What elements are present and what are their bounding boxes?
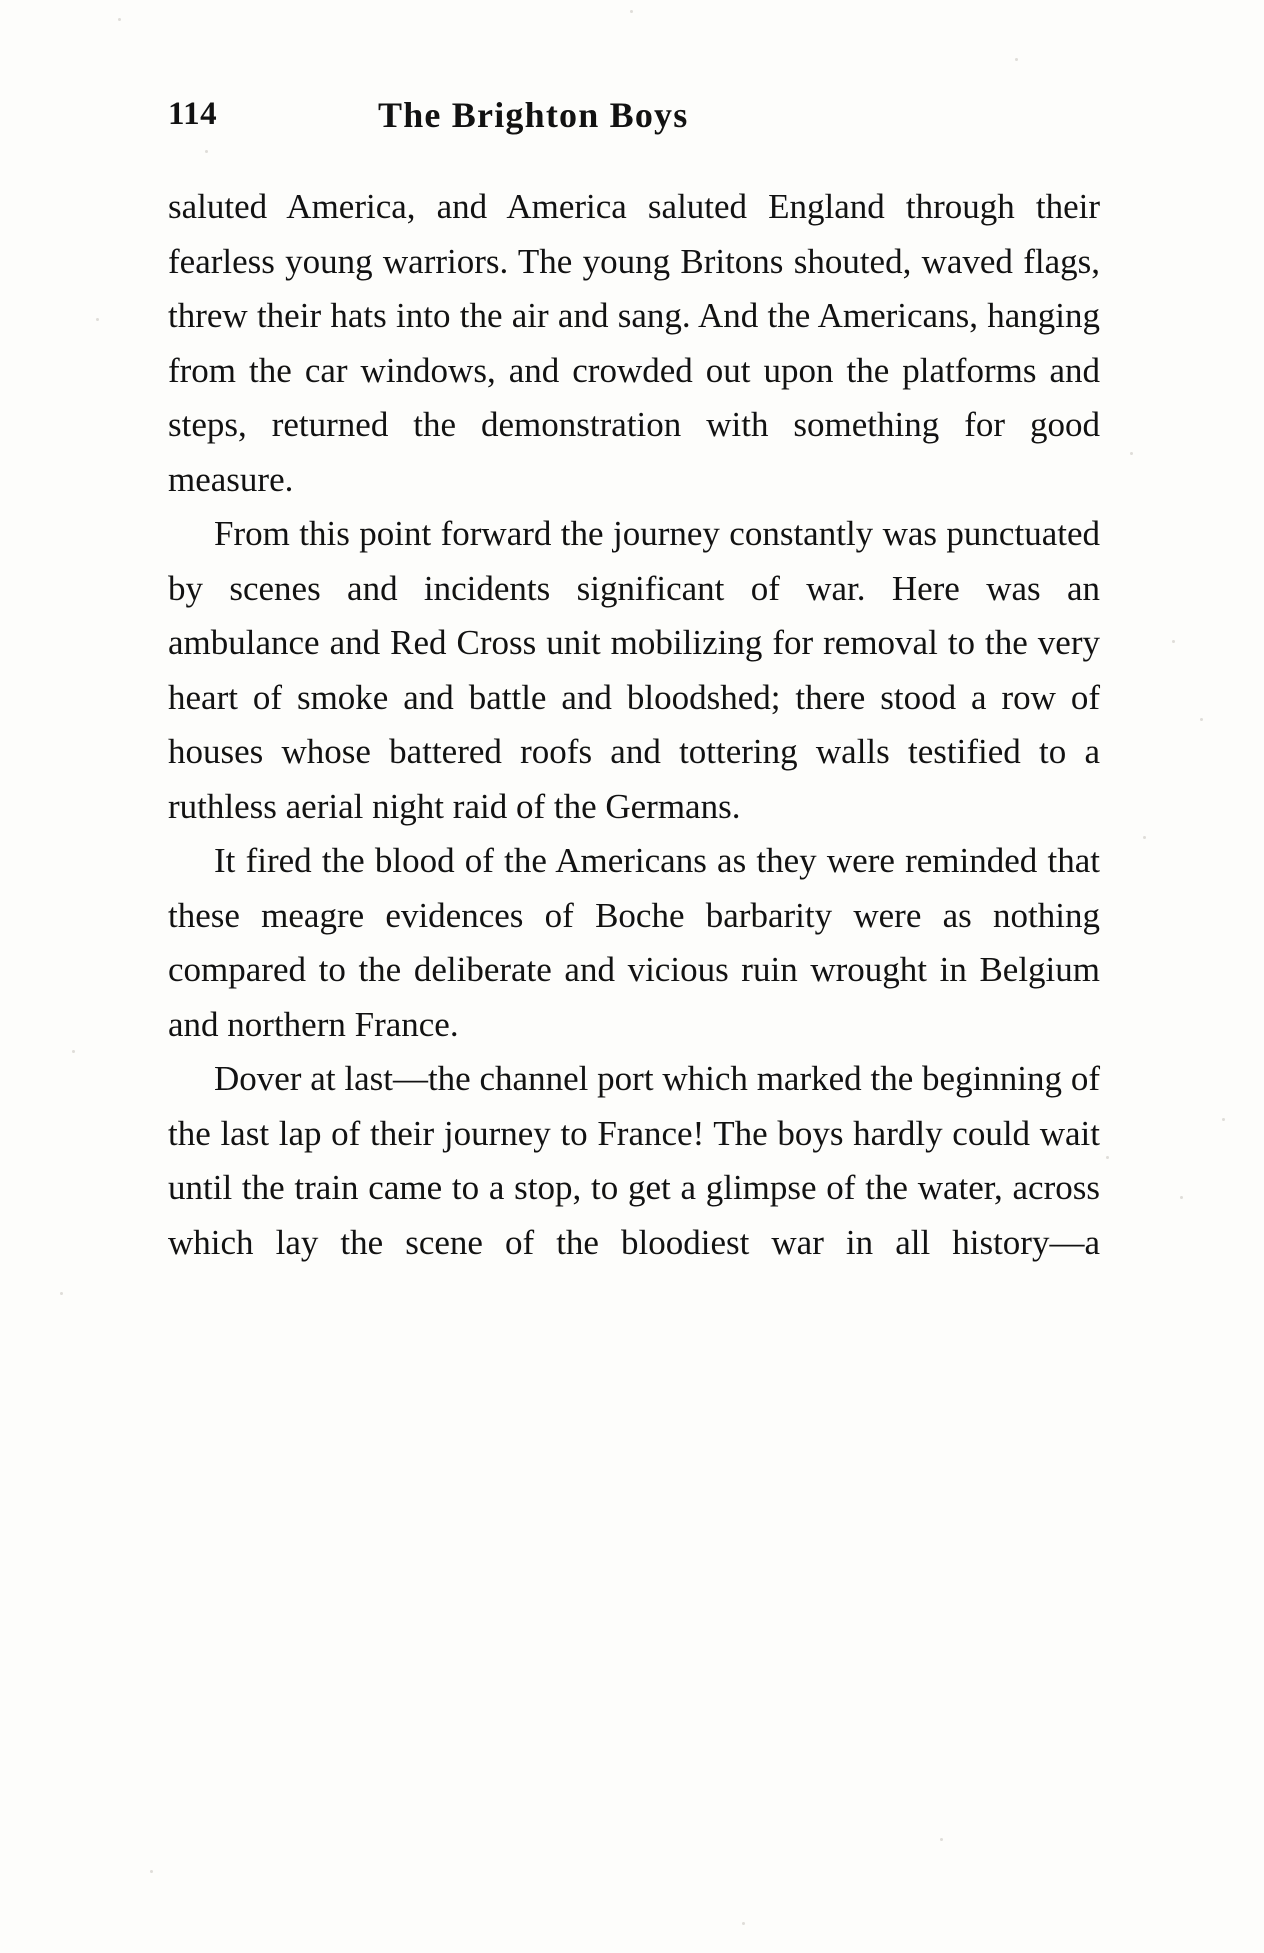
paragraph: saluted America, and America saluted England through their fearless young warriors. The young Britons shouted, waved flags, threw their hats into the air and sang. And the Americans, hanging from the car windows, and crowded out upon the platforms and steps, returned the demonstration with something for good measure. bbox=[168, 187, 1100, 499]
paragraph: From this point forward the journey constantly was punctuated by scenes and incidents significant of war. Here was an ambulance and Red Cross unit mobilizing for removal to the very heart of smoke and battle and bloodshed; there stood a row of houses whose battered roofs and tottering walls testified to a ruthless aerial night raid of the Germans. bbox=[168, 514, 1100, 826]
paragraph: It fired the blood of the Americans as they were reminded that these meagre evidences of Boche barbarity were as nothing compared to the deliberate and vicious ruin wrought in Belgium and northern France. bbox=[168, 841, 1100, 1044]
page-body bbox=[168, 180, 1100, 1325]
page-number: 114 bbox=[168, 96, 218, 132]
running-title: The Brighton Boys bbox=[378, 95, 689, 135]
paragraph: Dover at last—the channel port which marked the beginning of the last lap of their journey to France! The boys hardly could wait until the train came to a stop, to get a glimpse of the water, across which lay the scene of the bloodiest war in all history—a bbox=[168, 1059, 1100, 1262]
page-header bbox=[168, 96, 1098, 144]
